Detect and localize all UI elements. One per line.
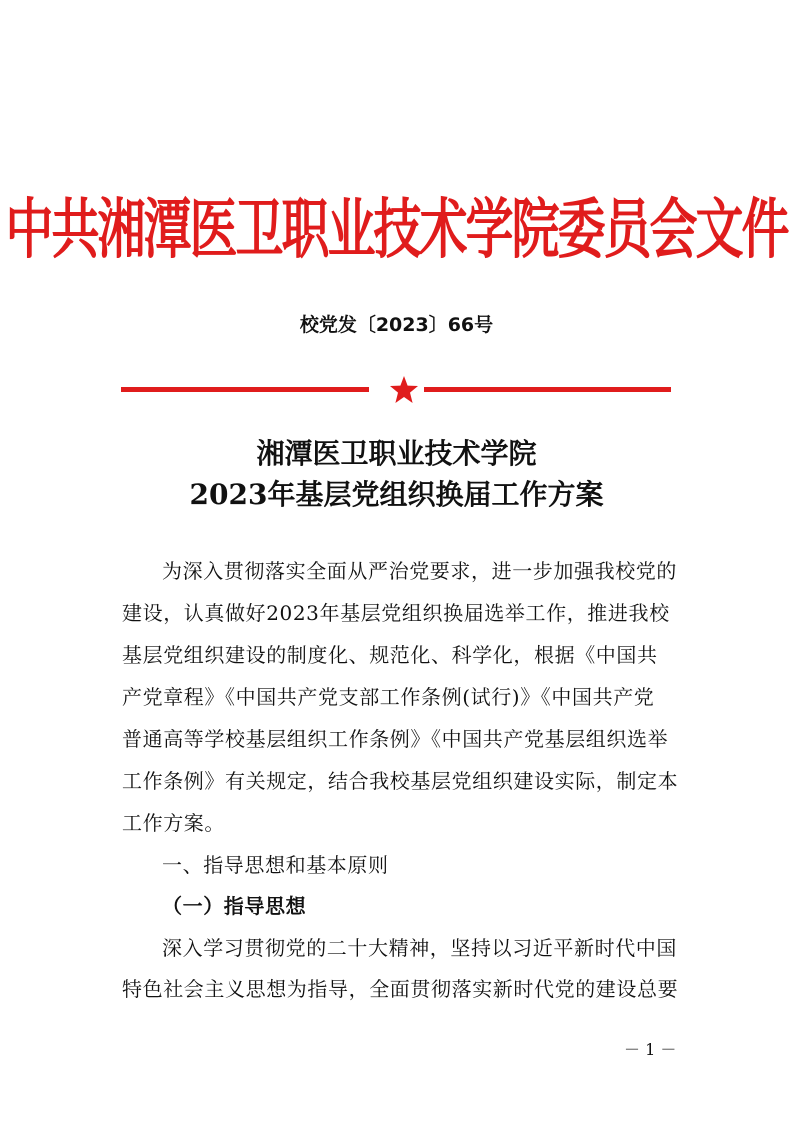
paragraph-line: 产党章程》《中国共产党支部工作条例(试行)》《中国共产党 [122,685,655,709]
document-number: 校党发〔2023〕66号 [299,314,494,336]
paragraph-line: 建设，认真做好2023年基层党组织换届选举工作，推进我校 [122,601,670,625]
paragraph-line: 特色社会主义思想为指导，全面贯彻落实新时代党的建设总要 [122,977,679,1001]
page-number: － 1 － [624,1040,677,1059]
paragraph-line: 普通高等学校基层组织工作条例》《中国共产党基层组织选举 [122,727,669,751]
paragraph-line: 基层党组织建设的制度化、规范化、科学化，根据《中国共 [122,643,658,667]
star-icon [389,375,419,405]
document-title-line-2: 2023年基层党组织换届工作方案 [189,478,604,511]
document-title-line-1: 湘潭医卫职业技术学院 [256,437,537,470]
paragraph-line: 为深入贯彻落实全面从严治党要求，进一步加强我校党的 [162,559,677,583]
red-rule-right [424,387,671,392]
paragraph-line: 深入学习贯彻党的二十大精神，坚持以习近平新时代中国 [162,936,677,960]
paragraph-line: 工作方案。 [122,811,225,835]
subsection-heading: （一）指导思想 [162,894,307,918]
paragraph-line: 工作条例》有关规定，结合我校基层党组织建设实际，制定本 [122,769,679,793]
section-heading: 一、指导思想和基本原则 [162,853,389,877]
red-rule-left [121,387,369,392]
header-title: 中共湘潭医卫职业技术学院委员会文件 [5,192,788,268]
